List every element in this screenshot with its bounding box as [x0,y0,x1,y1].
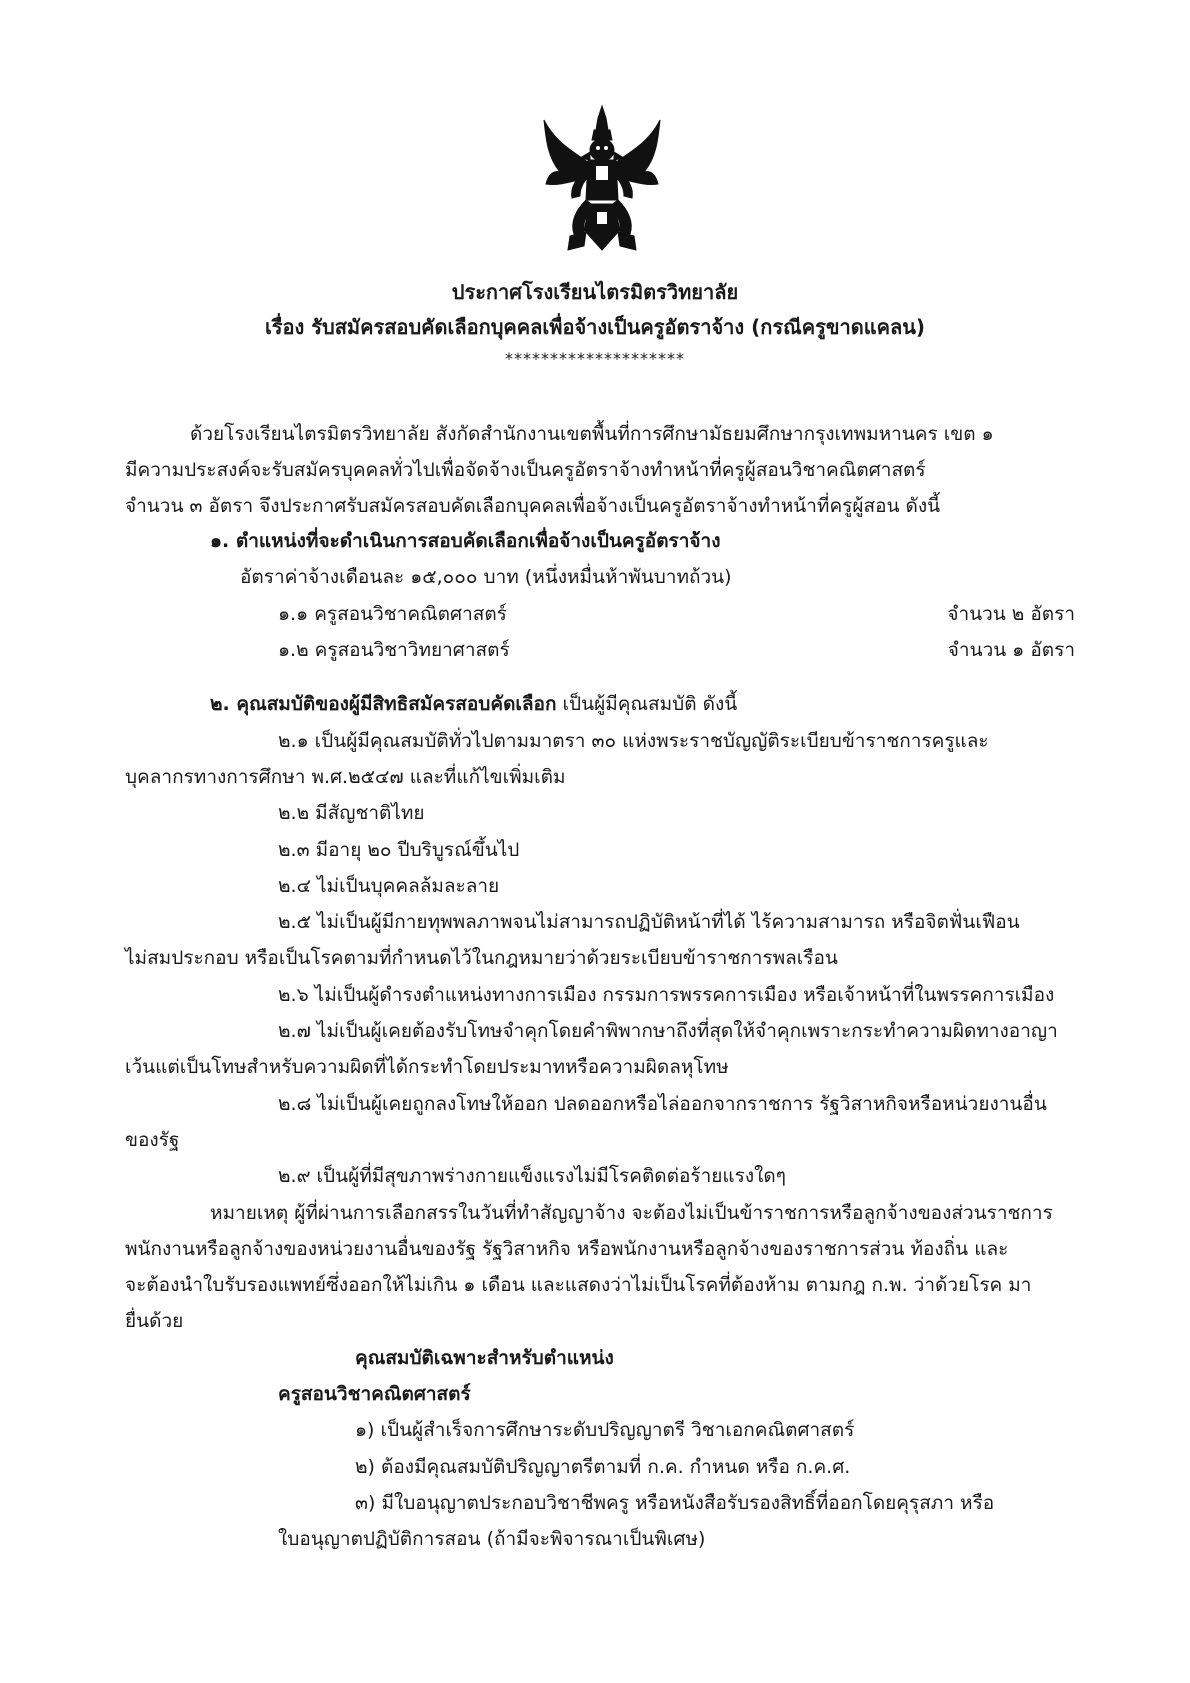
qualification-2-6: ๒.๖ ไม่เป็นผู้ดำรงตำแหน่งทางการเมือง กรรมการพรรคการเมือง หรือเจ้าหน้าที่ในพรรคการเมือง [278,984,1055,1006]
note-line-1: หมายเหตุ ผู้ที่ผ่านการเลือกสรรในวันที่ทำสัญญาจ้าง จะต้องไม่เป็นข้าราชการหรือลูกจ้างของส่วนราชการ [210,1202,1053,1224]
specific-requirement-3-line-2: ใบอนุญาตปฏิบัติการสอน (ถ้ามีจะพิจารณาเป็นพิเศษ) [278,1528,706,1550]
intro-line-3: จำนวน ๓ อัตรา จึงประกาศรับสมัครสอบคัดเลือกบุคคลเพื่อจ้างเป็นครูอัตราจ้างทำหน้าที่ครูผู้สอน ดังนี้ [125,495,941,517]
section-2-heading: ๒. คุณสมบัติของผู้มีสิทธิสมัครสอบคัดเลือก [210,693,557,715]
section-2-heading-row [210,690,737,718]
qualification-2-9: ๒.๙ เป็นผู้ที่มีสุขภาพร่างกายแข็งแรงไม่มีโรคติดต่อร้ายแรงใดๆ [278,1165,786,1187]
note-line-3: จะต้องนำใบรับรองแพทย์ซึ่งออกให้ไม่เกิน ๑ เดือน และแสดงว่าไม่เป็นโรคที่ต้องห้าม ตามกฎ ก.พ. ว่าด้วยโรค มา [125,1274,1032,1296]
qualification-2-1-line-1: ๒.๑ เป็นผู้มีคุณสมบัติทั่วไปตามมาตรา ๓๐ แห่งพระราชบัญญัติระเบียบข้าราชการครูและ [278,730,989,752]
qualification-2-5-line-2: ไม่สมประกอบ หรือเป็นโรคตามที่กำหนดไว้ในกฎหมายว่าด้วยระเบียบข้าราชการพลเรือน [125,947,838,969]
wage-line: อัตราค่าจ้างเดือนละ ๑๕,๐๐๐ บาท (หนึ่งหมื่นห้าพันบาทถ้วน) [240,566,732,588]
qualification-2-8-line-1: ๒.๘ ไม่เป็นผู้เคยถูกลงโทษให้ออก ปลดออกหรือไล่ออกจากราชการ รัฐวิสาหกิจหรือหน่วยงานอื่น [278,1093,1047,1115]
title-separator: ******************** [505,349,685,368]
position-1-count: จำนวน ๒ อัตรา [947,603,1075,625]
section-1-heading: ๑. ตำแหน่งที่จะดำเนินการสอบคัดเลือกเพื่อจ้างเป็นครูอัตราจ้าง [210,530,721,552]
qualification-2-8-line-2: ของรัฐ [125,1129,180,1151]
specific-position-title: ครูสอนวิชาคณิตศาสตร์ [278,1383,471,1405]
garuda-emblem-icon [540,100,664,260]
note-line-2: พนักงานหรือลูกจ้างของหน่วยงานอื่นของรัฐ รัฐวิสาหกิจ หรือพนักงานหรือลูกจ้างของราชการส่วน ท้องถิ่น และ [125,1238,1009,1260]
position-1-label: ๑.๑ ครูสอนวิชาคณิตศาสตร์ [278,603,507,625]
qualification-2-3: ๒.๓ มีอายุ ๒๐ ปีบริบูรณ์ขึ้นไป [278,839,520,861]
specific-requirement-3-line-1: ๓) มีใบอนุญาตประกอบวิชาชีพครู หรือหนังสือรับรองสิทธิ์ที่ออกโดยคุรุสภา หรือ [355,1492,995,1514]
position-2-label: ๑.๒ ครูสอนวิชาวิทยาศาสตร์ [278,639,510,661]
qualification-2-2: ๒.๒ มีสัญชาติไทย [278,802,425,824]
specific-qualifications-heading: คุณสมบัติเฉพาะสำหรับตำแหน่ง [355,1347,614,1369]
specific-requirement-2: ๒) ต้องมีคุณสมบัติปริญญาตรีตามที่ ก.ค. กำหนด หรือ ก.ค.ศ. [355,1456,851,1478]
announcement-title: ประกาศโรงเรียนไตรมิตรวิทยาลัย [451,280,739,304]
qualification-2-7-line-1: ๒.๗ ไม่เป็นผู้เคยต้องรับโทษจำคุกโดยคำพิพากษาถึงที่สุดให้จำคุกเพราะกระทำความผิดทางอาญา [278,1020,1058,1042]
section-2-heading-tail: เป็นผู้มีคุณสมบัติ ดังนี้ [556,693,738,715]
specific-requirement-1: ๑) เป็นผู้สำเร็จการศึกษาระดับปริญญาตรี วิชาเอกคณิตศาสตร์ [355,1419,855,1441]
qualification-2-4: ๒.๔ ไม่เป็นบุคคลล้มละลาย [278,875,500,897]
qualification-2-1-line-2: บุคลากรทางการศึกษา พ.ศ.๒๕๔๗ และที่แก้ไขเพิ่มเติม [125,766,566,788]
qualification-2-7-line-2: เว้นแต่เป็นโทษสำหรับความผิดที่ได้กระทำโดยประมาทหรือความผิดลหุโทษ [125,1056,729,1078]
position-2-count: จำนวน ๑ อัตรา [947,639,1075,661]
intro-line-2: มีความประสงค์จะรับสมัครบุคคลทั่วไปเพื่อจัดจ้างเป็นครูอัตราจ้างทำหน้าที่ครูผู้สอนวิชาคณิตศาสตร์ [125,459,926,481]
note-line-4: ยื่นด้วย [125,1310,184,1332]
qualification-2-5-line-1: ๒.๕ ไม่เป็นผู้มีกายทุพพลภาพจนไม่สามารถปฏิบัติหน้าที่ได้ ไร้ความสามารถ หรือจิตฟั่นเฟือน [278,911,1020,933]
intro-line-1: ด้วยโรงเรียนไตรมิตรวิทยาลัย สังกัดสำนักงานเขตพื้นที่การศึกษามัธยมศึกษากรุงเทพมหานคร เขต ๑ [190,423,994,445]
announcement-subject: เรื่อง รับสมัครสอบคัดเลือกบุคคลเพื่อจ้างเป็นครูอัตราจ้าง (กรณีครูขาดแคลน) [264,315,926,339]
